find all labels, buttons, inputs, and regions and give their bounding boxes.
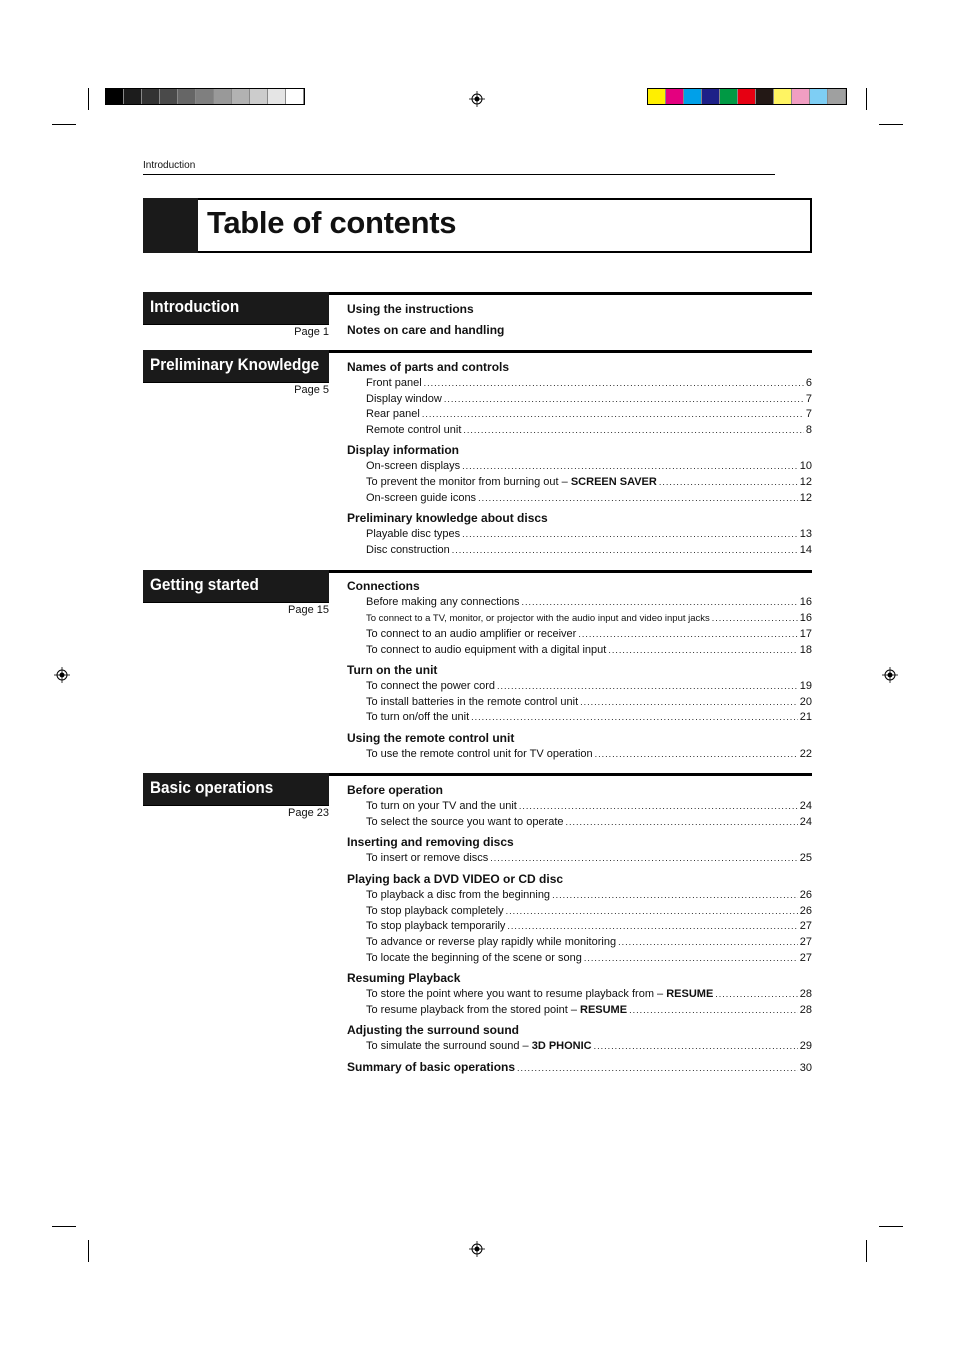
dot-leader (659, 477, 798, 487)
color-patch (774, 89, 792, 104)
toc-entry (366, 748, 812, 760)
toc-entry-text (366, 711, 469, 723)
toc-entry-label: To playback a disc from the beginning (366, 889, 551, 901)
dot-leader (463, 425, 803, 435)
toc-entry-label: Front panel (366, 377, 422, 389)
toc-entry (366, 596, 812, 608)
toc-entry-text: Summary of basic operations (347, 1060, 516, 1074)
toc-entry (366, 920, 812, 932)
section-label-text: Preliminary Knowledge (150, 355, 320, 374)
toc-entry-label: On-screen displays (366, 460, 461, 472)
toc-entry (366, 492, 812, 504)
section-label-text: Basic operations (150, 778, 274, 797)
toc-entry-page: 26 (799, 905, 812, 917)
registration-mark-icon (469, 1241, 485, 1257)
section-rule (329, 292, 812, 295)
toc-entry-text (366, 816, 564, 828)
toc-entry-page: 10 (799, 460, 812, 472)
toc-entry-page: 28 (799, 988, 812, 1000)
crop-mark (879, 124, 903, 125)
toc-entry-label: On-screen guide icons (366, 492, 477, 504)
toc-entry-keyword: 3D PHONIC (531, 1040, 592, 1052)
toc-entry-page: 30 (799, 1062, 812, 1074)
dot-leader (478, 493, 798, 503)
toc-entry-page: 25 (799, 852, 812, 864)
color-patch (702, 89, 720, 104)
toc-entry-page: 7 (805, 393, 812, 405)
toc-entry-text (366, 952, 582, 964)
registration-mark-icon (54, 667, 70, 683)
toc-entry-page: 24 (799, 816, 812, 828)
toc-entry (366, 905, 812, 917)
toc-entry-text (366, 800, 517, 812)
section-page-ref: Page 1 (294, 326, 329, 338)
dot-leader (578, 629, 797, 639)
running-head-rule (143, 174, 775, 175)
toc-entry (366, 988, 812, 1000)
toc-entry-page: 27 (799, 936, 812, 948)
toc-heading: Turn on the unit (347, 663, 438, 677)
toc-entry-text (366, 544, 450, 556)
toc-heading: Before operation (347, 783, 444, 797)
color-patch (268, 89, 286, 104)
toc-entry (366, 680, 812, 692)
toc-entry (366, 393, 812, 405)
toc-entry-label: To locate the beginning of the scene or song (366, 952, 582, 964)
toc-entry-label: Display window (366, 393, 442, 405)
toc-entry-page: 29 (799, 1040, 812, 1052)
toc-entry-label: Remote control unit (366, 424, 462, 436)
toc-entry-page: 14 (799, 544, 812, 556)
toc-entry (366, 952, 812, 964)
toc-heading: Adjusting the surround sound (347, 1023, 519, 1037)
dot-leader (490, 853, 797, 863)
toc-entry-page: 13 (799, 528, 812, 540)
toc-entry-text (366, 748, 593, 760)
toc-entry-label: To prevent the monitor from burning out – (366, 476, 571, 488)
dot-leader (715, 989, 797, 999)
toc-heading: Using the instructions (347, 302, 474, 316)
toc-entry-page: 6 (805, 377, 812, 389)
toc-entry-label: To connect to an audio amplifier or receiver (366, 628, 577, 640)
toc-entry-text (366, 628, 576, 640)
dot-leader (462, 529, 798, 539)
toc-entry-page: 27 (799, 920, 812, 932)
toc-entry (366, 628, 812, 640)
toc-entry-page: 16 (799, 596, 812, 608)
toc-entry-page: 26 (799, 889, 812, 901)
toc-entry-text (366, 393, 442, 405)
toc-entry-label: To select the source you want to operate (366, 816, 564, 828)
color-patch (142, 89, 160, 104)
toc-heading: Notes on care and handling (347, 323, 505, 337)
toc-entry-text (366, 905, 504, 917)
toc-entry-label: To install batteries in the remote control unit (366, 696, 579, 708)
dot-leader (507, 921, 797, 931)
dot-leader (566, 817, 798, 827)
title-black-block (143, 198, 198, 253)
toc-entry-label: To connect the power cord (366, 680, 496, 692)
color-patch (286, 89, 304, 104)
color-patch (648, 89, 666, 104)
section-label (143, 350, 329, 382)
toc-entry-text (366, 424, 461, 436)
toc-entry (366, 1004, 812, 1016)
toc-entry-page: 17 (799, 628, 812, 640)
page-title: Table of contents (207, 205, 457, 240)
dot-leader (521, 597, 797, 607)
toc-entry-page: 27 (799, 952, 812, 964)
toc-entry-page: 21 (799, 711, 812, 723)
color-patch (106, 89, 124, 104)
dot-leader (519, 801, 798, 811)
crop-mark (866, 88, 867, 110)
toc-entry-page: 18 (799, 644, 812, 656)
dot-leader (552, 890, 798, 900)
toc-entry-page: 7 (805, 408, 812, 420)
color-patch (828, 89, 846, 104)
color-calibration-strip (647, 88, 847, 105)
toc-entry-page: 8 (805, 424, 812, 436)
toc-entry-label: Rear panel (366, 408, 420, 420)
toc-entry-text (366, 920, 505, 932)
toc-entry-label: To store the point where you want to resume playback from – (366, 988, 667, 1000)
section-label-underline (143, 382, 329, 383)
toc-entry (366, 644, 812, 656)
toc-entry-page: 12 (799, 476, 812, 488)
toc-heading: Names of parts and controls (347, 360, 510, 374)
section-rule (329, 570, 812, 573)
color-patch (792, 89, 810, 104)
toc-entry (366, 711, 812, 723)
toc-entry (366, 816, 812, 828)
toc-entry-text (366, 460, 460, 472)
dot-leader (424, 378, 804, 388)
toc-entry-keyword: SCREEN SAVER (570, 476, 657, 488)
dot-leader (444, 394, 804, 404)
dot-leader (595, 749, 798, 759)
toc-entry-label: To simulate the surround sound – (366, 1040, 532, 1052)
toc-entry (366, 544, 812, 556)
toc-entry-page: 24 (799, 800, 812, 812)
toc-entry (366, 612, 812, 624)
dot-leader (422, 409, 804, 419)
color-patch (232, 89, 250, 104)
toc-heading: Display information (347, 443, 460, 457)
crop-mark (88, 1240, 89, 1262)
toc-heading: Resuming Playback (347, 971, 461, 985)
dot-leader (629, 1005, 798, 1015)
section-label (143, 292, 329, 324)
dot-leader (517, 1063, 798, 1073)
section-label (143, 570, 329, 602)
toc-entry (366, 800, 812, 812)
dot-leader (580, 697, 798, 707)
toc-entry-text (366, 696, 578, 708)
toc-entry-label: To advance or reverse play rapidly while monitoring (366, 936, 617, 948)
color-patch (810, 89, 828, 104)
color-patch (666, 89, 684, 104)
section-label-underline (143, 805, 329, 806)
toc-entry-text (366, 680, 495, 692)
toc-entry (366, 476, 812, 488)
toc-entry (347, 1060, 812, 1074)
toc-entry-text (366, 377, 422, 389)
color-patch (196, 89, 214, 104)
color-patch (124, 89, 142, 104)
color-patch (214, 89, 232, 104)
toc-entry-text (366, 936, 616, 948)
section-rule (329, 773, 812, 776)
registration-mark-icon (882, 667, 898, 683)
toc-entry-label: Before making any connections (366, 596, 520, 608)
toc-entry-text (366, 613, 710, 624)
dot-leader (497, 681, 798, 691)
color-patch (738, 89, 756, 104)
crop-mark (52, 1226, 76, 1227)
dot-leader (594, 1041, 798, 1051)
toc-entry-text (366, 988, 713, 1000)
grayscale-calibration-strip (105, 88, 305, 105)
toc-entry-page: 28 (799, 1004, 812, 1016)
toc-entry (366, 408, 812, 420)
color-patch (160, 89, 178, 104)
toc-entry-label: To stop playback completely (366, 905, 504, 917)
section-label-underline (143, 324, 329, 325)
color-patch (250, 89, 268, 104)
crop-mark (52, 124, 76, 125)
toc-entry-page: 16 (799, 612, 812, 624)
toc-entry (366, 460, 812, 472)
toc-entry (366, 936, 812, 948)
toc-entry (366, 1040, 812, 1052)
toc-entry-label: To connect to audio equipment with a digital input (366, 644, 607, 656)
toc-entry-text (366, 1004, 627, 1016)
toc-entry-label: To stop playback temporarily (366, 920, 506, 932)
toc-entry-text (366, 1040, 592, 1052)
dot-leader (452, 545, 798, 555)
toc-entry (366, 377, 812, 389)
section-rule (329, 350, 812, 353)
dot-leader (712, 613, 798, 623)
toc-heading: Preliminary knowledge about discs (347, 511, 548, 525)
toc-entry-text (366, 852, 488, 864)
color-patch (178, 89, 196, 104)
toc-entry-label: To turn on your TV and the unit (366, 800, 517, 812)
toc-entry-label: To use the remote control unit for TV operation (366, 748, 593, 760)
toc-entry-label: To connect to a TV, monitor, or projector with the audio input and video input jacks (366, 613, 710, 624)
toc-entry (366, 696, 812, 708)
toc-entry-label: Disc construction (366, 544, 450, 556)
section-label-text: Introduction (150, 297, 240, 316)
dot-leader (584, 953, 798, 963)
section-label-text: Getting started (150, 575, 259, 594)
toc-entry (366, 852, 812, 864)
color-patch (720, 89, 738, 104)
toc-entry-keyword: RESUME (580, 1004, 628, 1016)
color-patch (756, 89, 774, 104)
toc-entry (366, 424, 812, 436)
dot-leader (471, 712, 798, 722)
running-head: Introduction (143, 160, 196, 171)
section-page-ref: Page 23 (288, 807, 329, 819)
toc-entry-page: 22 (799, 748, 812, 760)
color-patch (684, 89, 702, 104)
toc-entry-label: To insert or remove discs (366, 852, 489, 864)
toc-entry-label: To turn on/off the unit (366, 711, 470, 723)
dot-leader (608, 645, 797, 655)
toc-entry-label: To resume playback from the stored point – (366, 1004, 580, 1016)
toc-entry-text (366, 528, 460, 540)
dot-leader (618, 937, 798, 947)
toc-heading: Using the remote control unit (347, 731, 515, 745)
dot-leader (506, 906, 798, 916)
toc-entry-page: 20 (799, 696, 812, 708)
toc-heading: Connections (347, 579, 420, 593)
toc-entry-text (366, 408, 420, 420)
section-page-ref: Page 15 (288, 604, 329, 616)
toc-entry-page: 12 (799, 492, 812, 504)
toc-entry-page: 19 (799, 680, 812, 692)
toc-entry (366, 889, 812, 901)
section-label-underline (143, 602, 329, 603)
toc-entry-text (366, 492, 476, 504)
registration-mark-icon (469, 91, 485, 107)
crop-mark (866, 1240, 867, 1262)
toc-heading: Inserting and removing discs (347, 835, 514, 849)
section-page-ref: Page 5 (294, 384, 329, 396)
toc-entry-label: Playable disc types (366, 528, 461, 540)
toc-entry-text (366, 644, 606, 656)
dot-leader (462, 461, 798, 471)
crop-mark (88, 88, 89, 110)
toc-entry-text (366, 476, 657, 488)
toc-heading: Playing back a DVD VIDEO or CD disc (347, 872, 564, 886)
toc-entry-text (366, 889, 550, 901)
crop-mark (879, 1226, 903, 1227)
section-label (143, 773, 329, 805)
toc-entry-keyword: RESUME (666, 988, 714, 1000)
toc-entry-text (366, 596, 519, 608)
toc-entry (366, 528, 812, 540)
